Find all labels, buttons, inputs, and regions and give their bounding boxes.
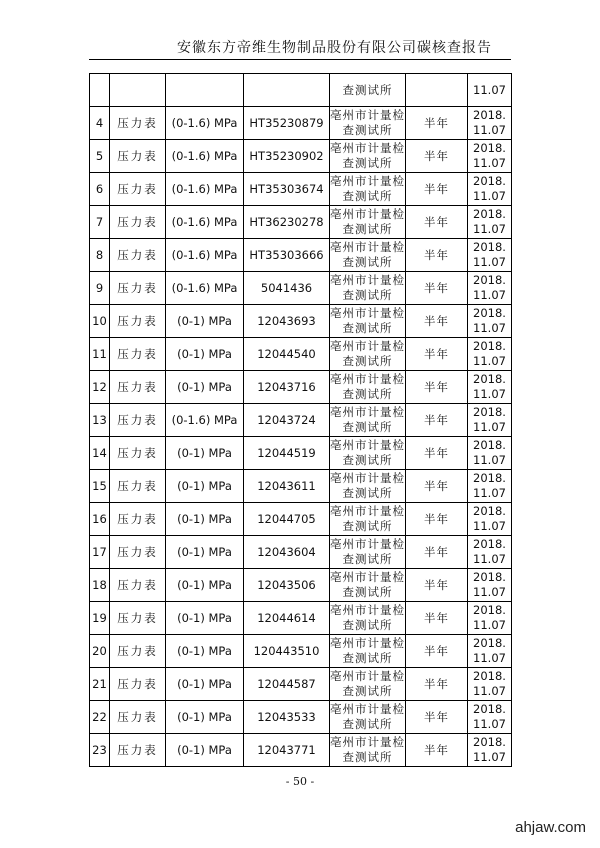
cell-date-line2: 11.07 (473, 486, 506, 500)
cell-range: (0-1.6) MPa (166, 404, 244, 437)
cell-no (90, 74, 110, 107)
cell-org-line2: 查测试所 (342, 354, 393, 368)
cell-range: (0-1) MPa (166, 668, 244, 701)
cell-no: 10 (90, 305, 110, 338)
cell-name: 压力表 (110, 140, 166, 173)
table-row (90, 734, 512, 767)
cell-serial: 12043693 (244, 305, 330, 338)
cell-serial: HT35303666 (244, 239, 330, 272)
cell-date-line2: 11.07 (473, 189, 506, 203)
cell-serial: HT36230278 (244, 206, 330, 239)
cell-date-line1: 2018. (473, 603, 506, 617)
cell-date-line2: 11.07 (473, 750, 506, 764)
cell-range: (0-1) MPa (166, 470, 244, 503)
cell-range: (0-1) MPa (166, 503, 244, 536)
watermark: ahjaw.com (515, 819, 586, 836)
cell-serial: 12043724 (244, 404, 330, 437)
cell-org (330, 569, 406, 602)
cell-date (468, 107, 512, 140)
cell-date (468, 503, 512, 536)
table-row (90, 239, 512, 272)
cell-serial: HT35230879 (244, 107, 330, 140)
table-row (90, 140, 512, 173)
cell-date-line1: 2018. (473, 537, 506, 551)
cell-serial: 120443510 (244, 635, 330, 668)
cell-date-line1: 2018. (473, 339, 506, 353)
table-row (90, 371, 512, 404)
cell-range: (0-1.6) MPa (166, 239, 244, 272)
cell-no: 17 (90, 536, 110, 569)
cell-date-line1: 2018. (473, 372, 506, 386)
cell-date-line2: 11.07 (473, 255, 506, 269)
cell-org-line2: 查测试所 (342, 684, 393, 698)
cell-date-line1: 2018. (473, 504, 506, 518)
cell-range: (0-1) MPa (166, 437, 244, 470)
cell-range: (0-1.6) MPa (166, 107, 244, 140)
cell-no: 13 (90, 404, 110, 437)
page-number: - 50 - (285, 775, 315, 788)
cell-serial: HT35230902 (244, 140, 330, 173)
table-row (90, 701, 512, 734)
cell-cycle: 半年 (406, 371, 468, 404)
cell-cycle: 半年 (406, 272, 468, 305)
cell-range: (0-1) MPa (166, 569, 244, 602)
cell-org-line2: 查测试所 (342, 717, 393, 731)
cell-no: 11 (90, 338, 110, 371)
cell-date (468, 701, 512, 734)
cell-serial (244, 74, 330, 107)
table-row (90, 338, 512, 371)
cell-org-line1: 亳州市计量检 (330, 471, 405, 485)
cell-org (330, 602, 406, 635)
cell-range (166, 74, 244, 107)
cell-org (330, 437, 406, 470)
cell-org (330, 536, 406, 569)
cell-no: 18 (90, 569, 110, 602)
cell-cycle: 半年 (406, 404, 468, 437)
cell-org (330, 668, 406, 701)
cell-name: 压力表 (110, 734, 166, 767)
cell-org-line1: 亳州市计量检 (330, 339, 405, 353)
cell-cycle (406, 74, 468, 107)
cell-org-line1: 亳州市计量检 (330, 306, 405, 320)
cell-name: 压力表 (110, 338, 166, 371)
cell-date-line1: 2018. (473, 174, 506, 188)
cell-name: 压力表 (110, 272, 166, 305)
cell-date-line2: 11.07 (473, 156, 506, 170)
table-row (90, 206, 512, 239)
cell-date-line1: 2018. (473, 141, 506, 155)
cell-org-line2: 查测试所 (342, 387, 393, 401)
cell-date (468, 272, 512, 305)
cell-range: (0-1) MPa (166, 734, 244, 767)
calibration-table (89, 73, 512, 767)
table-row (90, 503, 512, 536)
cell-no: 12 (90, 371, 110, 404)
cell-name: 压力表 (110, 107, 166, 140)
cell-date-line1: 2018. (473, 702, 506, 716)
cell-org-line1: 亳州市计量检 (330, 141, 405, 155)
cell-date (468, 602, 512, 635)
cell-date-line2: 11.07 (473, 123, 506, 137)
cell-serial: HT35303674 (244, 173, 330, 206)
cell-cycle: 半年 (406, 503, 468, 536)
cell-date: 11.07 (468, 74, 512, 107)
cell-cycle: 半年 (406, 305, 468, 338)
cell-org-line2: 查测试所 (342, 255, 393, 269)
cell-date-line1: 2018. (473, 438, 506, 452)
cell-date-line2: 11.07 (473, 585, 506, 599)
cell-org-line2: 查测试所 (342, 321, 393, 335)
cell-no: 9 (90, 272, 110, 305)
cell-cycle: 半年 (406, 107, 468, 140)
cell-serial: 5041436 (244, 272, 330, 305)
cell-org-line2: 查测试所 (342, 453, 393, 467)
cell-org (330, 239, 406, 272)
cell-date-line1: 2018. (473, 636, 506, 650)
cell-date (468, 239, 512, 272)
cell-name: 压力表 (110, 239, 166, 272)
cell-no: 23 (90, 734, 110, 767)
table-row (90, 437, 512, 470)
cell-date (468, 206, 512, 239)
cell-range: (0-1.6) MPa (166, 140, 244, 173)
cell-serial: 12044614 (244, 602, 330, 635)
cell-name: 压力表 (110, 404, 166, 437)
cell-name: 压力表 (110, 371, 166, 404)
cell-cycle: 半年 (406, 635, 468, 668)
cell-org-line2: 查测试所 (342, 750, 393, 764)
cell-org-line2: 查测试所 (342, 585, 393, 599)
cell-date-line1: 2018. (473, 273, 506, 287)
cell-serial: 12043604 (244, 536, 330, 569)
cell-date-line1: 2018. (473, 570, 506, 584)
cell-org (330, 701, 406, 734)
cell-org (330, 107, 406, 140)
cell-serial: 12043506 (244, 569, 330, 602)
table-row (90, 107, 512, 140)
cell-no: 16 (90, 503, 110, 536)
cell-no: 5 (90, 140, 110, 173)
cell-org (330, 140, 406, 173)
table-row (90, 602, 512, 635)
cell-no: 6 (90, 173, 110, 206)
cell-name: 压力表 (110, 206, 166, 239)
cell-range: (0-1) MPa (166, 602, 244, 635)
cell-date (468, 536, 512, 569)
cell-cycle: 半年 (406, 338, 468, 371)
cell-org-line1: 亳州市计量检 (330, 636, 405, 650)
table-row (90, 305, 512, 338)
cell-no: 20 (90, 635, 110, 668)
cell-org-line2: 查测试所 (342, 156, 393, 170)
cell-no: 7 (90, 206, 110, 239)
table-row (90, 272, 512, 305)
cell-org (330, 371, 406, 404)
cell-serial: 12044705 (244, 503, 330, 536)
cell-serial: 12044540 (244, 338, 330, 371)
cell-serial: 12043771 (244, 734, 330, 767)
cell-serial: 12044519 (244, 437, 330, 470)
cell-date-line1: 2018. (473, 306, 506, 320)
cell-org-line1: 亳州市计量检 (330, 735, 405, 749)
cell-org (330, 734, 406, 767)
cell-org (330, 272, 406, 305)
cell-no: 8 (90, 239, 110, 272)
cell-cycle: 半年 (406, 668, 468, 701)
table-body (90, 74, 512, 767)
table-row (90, 536, 512, 569)
cell-name: 压力表 (110, 668, 166, 701)
cell-org (330, 404, 406, 437)
cell-date-line2: 11.07 (473, 453, 506, 467)
cell-date-line1: 2018. (473, 735, 506, 749)
cell-name: 压力表 (110, 470, 166, 503)
report-header-title: 安徽东方帝维生物制品股份有限公司碳核查报告 (177, 40, 492, 56)
cell-date (468, 173, 512, 206)
cell-date-line2: 11.07 (473, 519, 506, 533)
cell-date-line2: 11.07 (473, 717, 506, 731)
cell-no: 22 (90, 701, 110, 734)
cell-name: 压力表 (110, 173, 166, 206)
cell-no: 14 (90, 437, 110, 470)
cell-cycle: 半年 (406, 239, 468, 272)
cell-org-line2: 查测试所 (342, 420, 393, 434)
cell-date (468, 338, 512, 371)
cell-range: (0-1) MPa (166, 305, 244, 338)
cell-range: (0-1) MPa (166, 536, 244, 569)
cell-org-line1: 亳州市计量检 (330, 438, 405, 452)
cell-no: 19 (90, 602, 110, 635)
cell-cycle: 半年 (406, 140, 468, 173)
cell-name: 压力表 (110, 635, 166, 668)
cell-date-line2: 11.07 (473, 552, 506, 566)
cell-org-line1: 亳州市计量检 (330, 240, 405, 254)
cell-org-line1: 亳州市计量检 (330, 108, 405, 122)
cell-org-line1: 亳州市计量检 (330, 504, 405, 518)
cell-date (468, 668, 512, 701)
cell-name: 压力表 (110, 569, 166, 602)
cell-date-line2: 11.07 (473, 651, 506, 665)
header-rule (89, 59, 511, 60)
cell-date (468, 734, 512, 767)
cell-date-line1: 2018. (473, 471, 506, 485)
cell-date-line1: 2018. (473, 405, 506, 419)
cell-range: (0-1) MPa (166, 338, 244, 371)
cell-org (330, 470, 406, 503)
cell-org-line1: 亳州市计量检 (330, 372, 405, 386)
cell-name: 压力表 (110, 503, 166, 536)
cell-cycle: 半年 (406, 470, 468, 503)
cell-org-line2: 查测试所 (342, 222, 393, 236)
table-row (90, 635, 512, 668)
cell-date-line2: 11.07 (473, 288, 506, 302)
cell-org-line2: 查测试所 (342, 288, 393, 302)
cell-serial: 12043611 (244, 470, 330, 503)
cell-date (468, 305, 512, 338)
cell-org-line2: 查测试所 (342, 189, 393, 203)
cell-no: 21 (90, 668, 110, 701)
cell-date (468, 140, 512, 173)
cell-cycle: 半年 (406, 701, 468, 734)
cell-org-line2: 查测试所 (342, 552, 393, 566)
cell-date-line1: 2018. (473, 240, 506, 254)
cell-name: 压力表 (110, 305, 166, 338)
cell-org-line1: 亳州市计量检 (330, 174, 405, 188)
cell-cycle: 半年 (406, 602, 468, 635)
cell-org (330, 503, 406, 536)
cell-date (468, 569, 512, 602)
cell-org-line1: 亳州市计量检 (330, 207, 405, 221)
cell-date (468, 404, 512, 437)
table-row (90, 668, 512, 701)
cell-org-line1: 亳州市计量检 (330, 702, 405, 716)
cell-date (468, 635, 512, 668)
cell-org-line1: 亳州市计量检 (330, 669, 405, 683)
cell-date-line2: 11.07 (473, 321, 506, 335)
cell-org: 查测试所 (330, 74, 406, 107)
cell-name: 压力表 (110, 602, 166, 635)
cell-range: (0-1.6) MPa (166, 173, 244, 206)
cell-date-line1: 2018. (473, 207, 506, 221)
cell-org-line1: 亳州市计量检 (330, 603, 405, 617)
cell-org (330, 305, 406, 338)
cell-org (330, 173, 406, 206)
cell-range: (0-1) MPa (166, 371, 244, 404)
cell-serial: 12044587 (244, 668, 330, 701)
cell-range: (0-1) MPa (166, 635, 244, 668)
cell-cycle: 半年 (406, 206, 468, 239)
cell-range: (0-1) MPa (166, 701, 244, 734)
cell-cycle: 半年 (406, 536, 468, 569)
cell-name: 压力表 (110, 701, 166, 734)
cell-cycle: 半年 (406, 173, 468, 206)
cell-date-line2: 11.07 (473, 387, 506, 401)
cell-org-line1: 亳州市计量检 (330, 405, 405, 419)
cell-org-line1: 亳州市计量检 (330, 537, 405, 551)
cell-name: 压力表 (110, 437, 166, 470)
cell-cycle: 半年 (406, 569, 468, 602)
cell-range: (0-1.6) MPa (166, 206, 244, 239)
table-row-continued (90, 74, 512, 107)
cell-cycle: 半年 (406, 437, 468, 470)
cell-name (110, 74, 166, 107)
cell-no: 4 (90, 107, 110, 140)
cell-date (468, 470, 512, 503)
cell-date-line2: 11.07 (473, 420, 506, 434)
cell-date-line2: 11.07 (473, 354, 506, 368)
cell-date-line2: 11.07 (473, 618, 506, 632)
cell-range: (0-1.6) MPa (166, 272, 244, 305)
cell-org-line2: 查测试所 (342, 618, 393, 632)
cell-org-line2: 查测试所 (342, 123, 393, 137)
cell-date-line1: 2018. (473, 108, 506, 122)
cell-cycle: 半年 (406, 734, 468, 767)
cell-date (468, 371, 512, 404)
cell-date-line1: 2018. (473, 669, 506, 683)
cell-no: 15 (90, 470, 110, 503)
cell-name: 压力表 (110, 536, 166, 569)
cell-org-line1: 亳州市计量检 (330, 273, 405, 287)
cell-date-line2: 11.07 (473, 222, 506, 236)
cell-org (330, 206, 406, 239)
cell-org (330, 338, 406, 371)
table-row (90, 173, 512, 206)
cell-date (468, 437, 512, 470)
table-row (90, 404, 512, 437)
cell-serial: 12043716 (244, 371, 330, 404)
cell-serial: 12043533 (244, 701, 330, 734)
table-row (90, 569, 512, 602)
cell-org-line2: 查测试所 (342, 519, 393, 533)
table-row (90, 470, 512, 503)
cell-org-line2: 查测试所 (342, 651, 393, 665)
cell-org-line2: 查测试所 (342, 486, 393, 500)
cell-date-line2: 11.07 (473, 684, 506, 698)
cell-org (330, 635, 406, 668)
cell-org-line1: 亳州市计量检 (330, 570, 405, 584)
